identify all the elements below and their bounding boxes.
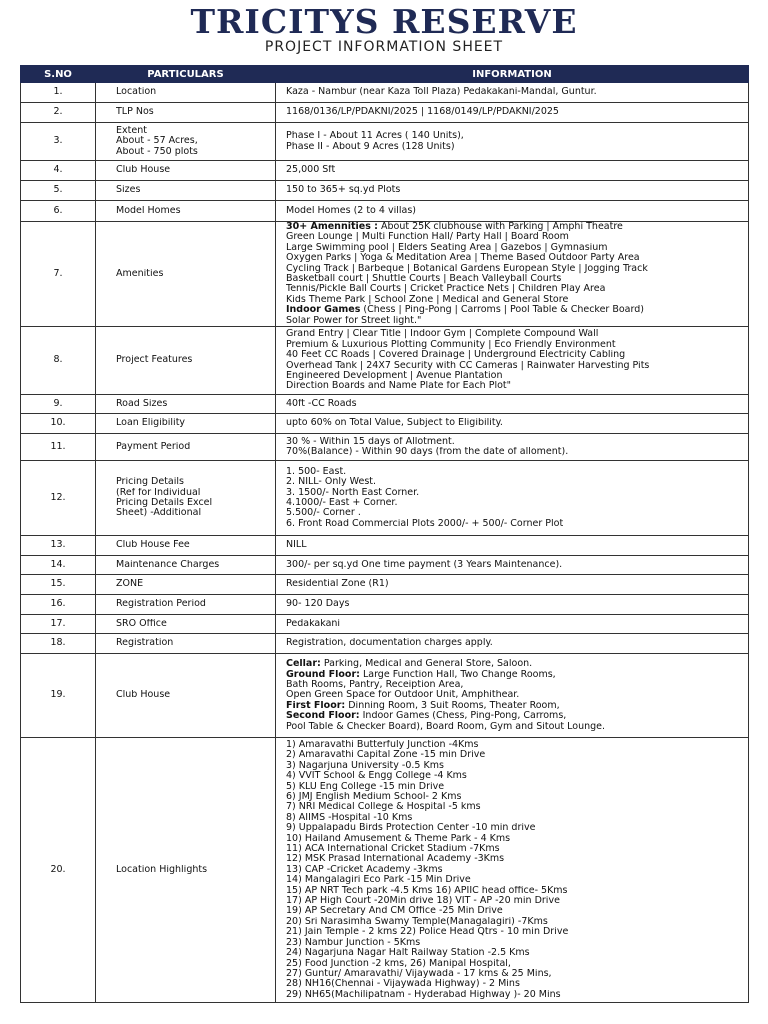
information-line: 15) AP NRT Tech park -4.5 Kms 16) APIIC head office- 5Kms [286, 885, 568, 896]
information-line: 20) Sri Narasimha Swamy Temple(Managalagiri) -7Kms [286, 916, 548, 927]
information-line: 21) Jain Temple - 2 kms 22) Police Head Qtrs - 10 min Drive [286, 927, 569, 938]
particular-line: Sheet) -Additional [116, 508, 202, 519]
table-row [21, 161, 749, 181]
information-line: Pool Table & Checker Board), Board Room, Gym and Sitout Lounge. [286, 721, 606, 732]
information-line: 7) NRI Medical College & Hospital -5 kms [286, 802, 481, 813]
table-row [21, 434, 749, 461]
row-information [276, 181, 749, 201]
particular-line: About - 57 Acres, [116, 136, 198, 147]
row-particular [96, 103, 276, 123]
information-line: Direction Boards and Name Plate for Each Plot" [286, 381, 511, 392]
table-row [21, 654, 749, 738]
information-line: Grand Entry | Clear Title | Indoor Gym | Complete Compound Wall [286, 329, 599, 340]
information-line: Second Floor: Indoor Games (Chess, Ping-Pong, Carroms, [286, 711, 567, 722]
row-information [276, 395, 749, 414]
row-serial-number: 17. [21, 615, 96, 634]
row-particular [96, 327, 276, 395]
row-particular [96, 575, 276, 595]
information-line: 10) Hailand Amusement & Theme Park - 4 Kms [286, 833, 511, 844]
row-serial-number: 13. [21, 536, 96, 556]
column-header-information: INFORMATION [276, 66, 749, 83]
row-information [276, 222, 749, 327]
information-line: Solar Power for Street light." [286, 315, 422, 326]
table-row [21, 556, 749, 575]
row-particular [96, 201, 276, 222]
row-information [276, 575, 749, 595]
row-serial-number: 14. [21, 556, 96, 575]
information-line: Large Swimming pool | Elders Seating Area | Gazebos | Gymnasium [286, 242, 608, 253]
row-particular [96, 414, 276, 434]
row-serial-number: 12. [21, 461, 96, 536]
table-row [21, 123, 749, 161]
information-line: Pedakakani [286, 618, 341, 629]
information-line: Engineered Development | Avenue Plantation [286, 370, 503, 381]
row-serial-number: 9. [21, 395, 96, 414]
information-line: 8) AIIMS -Hospital -10 Kms [286, 812, 413, 823]
row-information [276, 327, 749, 395]
row-information [276, 634, 749, 654]
information-line: 1168/0136/LP/PDAKNI/2025 | 1168/0149/LP/PDAKNI/2025 [286, 107, 559, 118]
row-particular [96, 634, 276, 654]
particular-line: Loan Eligibility [116, 418, 186, 429]
information-line: Tennis/Pickle Ball Courts | Cricket Practice Nets | Children Play Area [286, 284, 606, 295]
information-line: 3. 1500/- North East Corner. [286, 487, 420, 498]
row-information [276, 556, 749, 575]
information-line: 1) Amaravathi Butterfuly Junction -4Kms [286, 739, 479, 750]
particular-line: Registration Period [116, 599, 206, 610]
particular-line: TLP Nos [116, 107, 154, 118]
row-particular [96, 556, 276, 575]
row-serial-number: 18. [21, 634, 96, 654]
row-particular [96, 395, 276, 414]
information-line: Kaza - Nambur (near Kaza Toll Plaza) Pedakakani-Mandal, Guntur. [286, 87, 597, 98]
information-line: 6. Front Road Commercial Plots 2000/- + 500/- Corner Plot [286, 518, 564, 529]
information-line: Residential Zone (R1) [286, 579, 389, 590]
information-line: 14) Mangalagiri Eco Park -15 Min Drive [286, 875, 471, 886]
particular-line: Maintenance Charges [116, 559, 220, 570]
information-line: NILL [286, 540, 307, 551]
information-line: Oxygen Parks | Yoga & Meditation Area | Theme Based Outdoor Party Area [286, 253, 640, 264]
information-line: 300/- per sq.yd One time payment (3 Years Maintenance). [286, 559, 563, 570]
row-serial-number: 19. [21, 654, 96, 738]
information-line: 12) MSK Prasad International Academy -3Kms [286, 854, 505, 865]
table-body [21, 83, 749, 1003]
table-row [21, 83, 749, 103]
row-serial-number: 15. [21, 575, 96, 595]
row-particular [96, 434, 276, 461]
row-information [276, 434, 749, 461]
row-serial-number: 4. [21, 161, 96, 181]
particular-line: Club House [116, 690, 171, 701]
project-info-table [20, 65, 749, 1003]
information-line: Basketball court | Shuttle Courts | Beach Valleyball Courts [286, 274, 562, 285]
row-information [276, 201, 749, 222]
information-line: Ground Floor: Large Function Hall, Two Change Rooms, [286, 669, 556, 680]
row-serial-number: 11. [21, 434, 96, 461]
row-particular [96, 595, 276, 615]
information-line: 25) Food Junction -2 kms, 26) Manipal Hospital, [286, 958, 511, 969]
information-line: 30 % - Within 15 days of Allotment. [286, 436, 455, 447]
particular-line: Road Sizes [116, 398, 168, 409]
particular-line: Pricing Details [116, 477, 184, 488]
row-information [276, 595, 749, 615]
table-row [21, 738, 749, 1003]
table-row [21, 595, 749, 615]
information-line: 4) VVIT School & Engg College -4 Kms [286, 771, 467, 782]
row-particular [96, 615, 276, 634]
document-title: TRICITYS RESERVE [190, 2, 578, 41]
information-line: 2. NILL- Only West. [286, 477, 377, 488]
information-line: 70%(Balance) - Within 90 days (from the date of alloment). [286, 447, 569, 458]
information-line: First Floor: Dinning Room, 3 Suit Rooms, Theater Room, [286, 700, 560, 711]
information-line: 27) Guntur/ Amaravathi/ Vijaywada - 17 kms & 25 Mins, [286, 968, 552, 979]
row-information [276, 123, 749, 161]
row-serial-number: 5. [21, 181, 96, 201]
information-line: 28) NH16(Chennai - Vijaywada Highway) - 2 Mins [286, 979, 520, 990]
row-particular [96, 123, 276, 161]
information-line: 1. 500- East. [286, 466, 347, 477]
particular-line: Model Homes [116, 205, 181, 216]
information-line: 11) ACA International Cricket Stadium -7Kms [286, 844, 500, 855]
row-information [276, 103, 749, 123]
information-line: Bath Rooms, Pantry, Receiption Area, [286, 679, 464, 690]
document-subtitle: PROJECT INFORMATION SHEET [264, 39, 504, 55]
table-row [21, 103, 749, 123]
row-serial-number: 6. [21, 201, 96, 222]
row-information [276, 161, 749, 181]
row-serial-number: 8. [21, 327, 96, 395]
particular-line: Club House Fee [116, 540, 190, 551]
information-line: 40ft -CC Roads [286, 398, 357, 409]
information-line: 29) NH65(Machilipatnam - Hyderabad Highway )- 20 Mins [286, 989, 561, 1000]
information-line: 17) AP High Court -20Min drive 18) VIT - AP -20 min Drive [286, 896, 560, 907]
information-line: 6) JMJ English Medium School- 2 Kms [286, 792, 462, 803]
information-line: 24) Nagarjuna Nagar Halt Railway Station -2.5 Kms [286, 948, 530, 959]
row-particular [96, 222, 276, 327]
information-line: 150 to 365+ sq.yd Plots [286, 185, 401, 196]
information-line: Cellar: Parking, Medical and General Store, Saloon. [286, 659, 533, 670]
particular-line: Project Features [116, 355, 193, 366]
particular-line: Sizes [116, 185, 141, 196]
row-information [276, 461, 749, 536]
row-serial-number: 1. [21, 83, 96, 103]
row-serial-number: 2. [21, 103, 96, 123]
information-line: Open Green Space for Outdoor Unit, Amphithear. [286, 690, 520, 701]
information-line: 3) Nagarjuna University -0.5 Kms [286, 760, 444, 771]
row-serial-number: 10. [21, 414, 96, 434]
row-serial-number: 16. [21, 595, 96, 615]
information-line: Model Homes (2 to 4 villas) [286, 205, 416, 216]
particular-line: Club House [116, 165, 171, 176]
information-line: 90- 120 Days [286, 599, 350, 610]
particular-line: Registration [116, 638, 174, 649]
row-serial-number: 3. [21, 123, 96, 161]
row-information [276, 738, 749, 1003]
row-particular [96, 654, 276, 738]
information-line: Phase I - About 11 Acres ( 140 Units), [286, 131, 464, 142]
table-row [21, 536, 749, 556]
information-line: 4.1000/- East + Corner. [286, 498, 398, 509]
table-row [21, 395, 749, 414]
table-header-row [21, 66, 749, 83]
table-row [21, 615, 749, 634]
row-information [276, 536, 749, 556]
information-line: Overhead Tank | 24X7 Security with CC Cameras | Rainwater Harvesting Pits [286, 360, 650, 371]
row-particular [96, 461, 276, 536]
particular-line: Extent [116, 125, 147, 136]
row-serial-number: 20. [21, 738, 96, 1003]
table-row [21, 222, 749, 327]
information-line: 30+ Amennities : About 25K clubhouse with Parking | Amphi Theatre [286, 222, 623, 232]
row-particular [96, 83, 276, 103]
column-header-particulars: PARTICULARS [96, 66, 276, 83]
information-line: 25,000 Sft [286, 165, 336, 176]
row-information [276, 414, 749, 434]
particular-line: SRO Office [116, 618, 167, 629]
information-line: Premium & Luxurious Plotting Community | Eco Friendly Environment [286, 339, 616, 350]
row-particular [96, 738, 276, 1003]
information-line: Registration, documentation charges apply. [286, 638, 493, 649]
table-row [21, 575, 749, 595]
information-line: 40 Feet CC Roads | Covered Drainage | Underground Electricity Cabling [286, 350, 626, 361]
column-header-sno: S.NO [21, 66, 96, 83]
particular-line: Location Highlights [116, 864, 208, 875]
particular-line: About - 750 plots [116, 146, 198, 157]
row-particular [96, 181, 276, 201]
information-line: 23) Nambur Junction - 5Kms [286, 937, 421, 948]
particular-line: (Ref for Individual [116, 487, 201, 498]
information-line: Phase II - About 9 Acres (128 Units) [286, 141, 455, 152]
information-line: Green Lounge | Multi Function Hall/ Party Hall | Board Room [286, 232, 569, 243]
information-line: 5.500/- Corner . [286, 508, 361, 519]
row-particular [96, 536, 276, 556]
information-line: 5) KLU Eng College -15 min Drive [286, 781, 445, 792]
information-line: 13) CAP -Cricket Academy -3kms [286, 864, 443, 875]
information-line: upto 60% on Total Value, Subject to Eligibility. [286, 418, 503, 429]
row-particular [96, 161, 276, 181]
table-row [21, 181, 749, 201]
information-line: Cycling Track | Barbeque | Botanical Gardens European Style | Jogging Track [286, 263, 648, 274]
table-row [21, 201, 749, 222]
table-row [21, 461, 749, 536]
information-line: 2) Amaravathi Capital Zone -15 min Drive [286, 750, 486, 761]
table-row [21, 634, 749, 654]
row-serial-number: 7. [21, 222, 96, 327]
particular-line: Pricing Details Excel [116, 498, 213, 509]
row-information [276, 83, 749, 103]
particular-line: ZONE [116, 579, 144, 590]
table-row [21, 327, 749, 395]
information-line: Indoor Games (Chess | Ping-Pong | Carroms | Pool Table & Checker Board) [286, 305, 644, 316]
particular-line: Payment Period [116, 441, 191, 452]
information-line: Kids Theme Park | School Zone | Medical and General Store [286, 294, 569, 305]
information-line: 19) AP Secretary And CM Office -25 Min Drive [286, 906, 503, 917]
row-information [276, 654, 749, 738]
information-line: 9) Uppalapadu Birds Protection Center -10 min drive [286, 823, 536, 834]
particular-line: Location [116, 87, 157, 98]
particular-line: Amenities [116, 268, 164, 279]
table-row [21, 414, 749, 434]
row-information [276, 615, 749, 634]
